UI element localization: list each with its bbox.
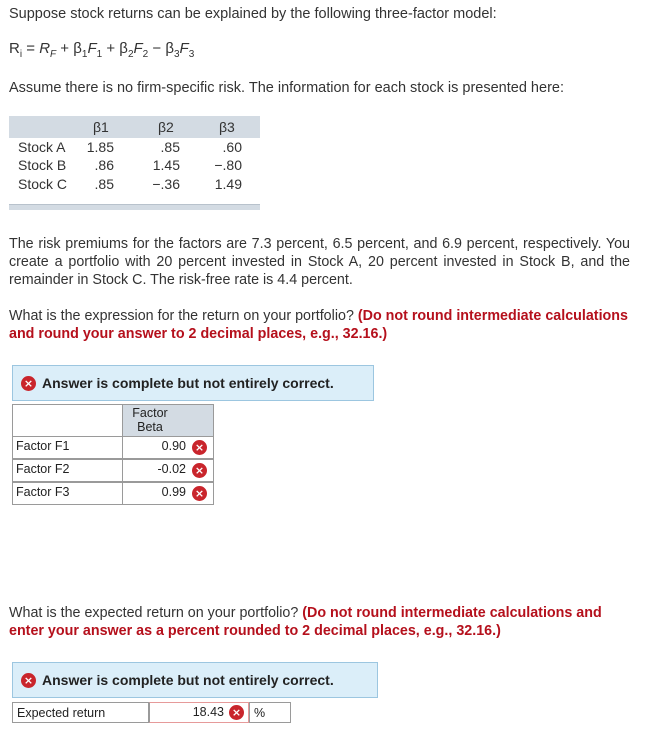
stock-c-b1: .85 (94, 176, 114, 192)
stock-a-b3: .60 (222, 139, 242, 155)
incorrect-icon: × (192, 463, 207, 478)
beta-header-1: β1 (93, 119, 109, 135)
stock-c-b2: −.36 (152, 176, 180, 192)
incorrect-icon: × (21, 376, 36, 391)
answer-status-banner-2 (12, 662, 378, 698)
answer-status-text-2: Answer is complete but not entirely correct. (42, 672, 334, 688)
incorrect-icon: × (192, 440, 207, 455)
factor-f2-value: -0.02 (157, 462, 186, 476)
stock-b-b3: −.80 (214, 157, 242, 173)
factor-f1-value: 0.90 (161, 439, 186, 453)
stock-a-b1: 1.85 (86, 139, 114, 155)
answer-status-banner-1 (12, 365, 374, 401)
factor-f3-label: Factor F3 (16, 485, 70, 499)
beta-table-footer-bar (9, 204, 260, 210)
stock-b-b2: 1.45 (152, 157, 180, 173)
expected-return-label: Expected return (12, 702, 149, 723)
question-2-text: What is the expected return on your portfolio? (9, 605, 303, 621)
question-1 (9, 307, 630, 343)
factor-model-formula: $R_i = R_F + \beta_1F_1 + \beta_2F_2 - \beta_3F_3$ (9, 40, 195, 60)
problem-paragraph: The risk premiums for the factors are 7.3 percent, 6.5 percent, and 6.9 percent, respectively. You create a portfolio with 20 percent invested in Stock A, 20 percent invested in Stock B, and the remainder in Stock C. The risk-free rate is 4.4 percent. (9, 236, 630, 288)
percent-unit: % (249, 702, 291, 723)
stock-a-b2: .85 (160, 139, 180, 155)
question-1-text: What is the expression for the return on your portfolio? (9, 308, 358, 324)
intro-text: Suppose stock returns can be explained by the following three-factor model: (9, 6, 497, 22)
beta-header-2: β2 (158, 119, 174, 135)
expected-return-value: 18.43 (192, 705, 224, 719)
incorrect-icon: × (21, 673, 36, 688)
stock-c-label: Stock C (18, 176, 68, 192)
question-2 (9, 604, 630, 640)
stock-c-b3: 1.49 (214, 176, 242, 192)
factor-beta-header-line2: Beta (137, 420, 163, 434)
incorrect-icon: × (229, 705, 244, 720)
question-1-instruction: (Do not round intermediate calculations and round your answer to 2 decimal places, e.g., 32.16.) (9, 308, 628, 342)
factor-f1-label: Factor F1 (16, 439, 70, 453)
incorrect-icon: × (192, 486, 207, 501)
factor-f2-label: Factor F2 (16, 462, 70, 476)
assumption-text: Assume there is no firm-specific risk. The information for each stock is presented here: (9, 80, 564, 96)
stock-b-b1: .86 (94, 157, 114, 173)
answer-status-text-1: Answer is complete but not entirely correct. (42, 375, 334, 391)
stock-b-label: Stock B (18, 157, 67, 173)
factor-beta-header-line1: Factor (132, 406, 168, 420)
beta-header-3: β3 (219, 119, 235, 135)
stock-a-label: Stock A (18, 139, 66, 155)
factor-f3-value: 0.99 (161, 485, 186, 499)
question-2-instruction: (Do not round intermediate calculations and enter your answer as a percent rounded to 2 decimal places, e.g., 32.16.) (9, 605, 602, 639)
factor-table-corner (12, 404, 123, 437)
